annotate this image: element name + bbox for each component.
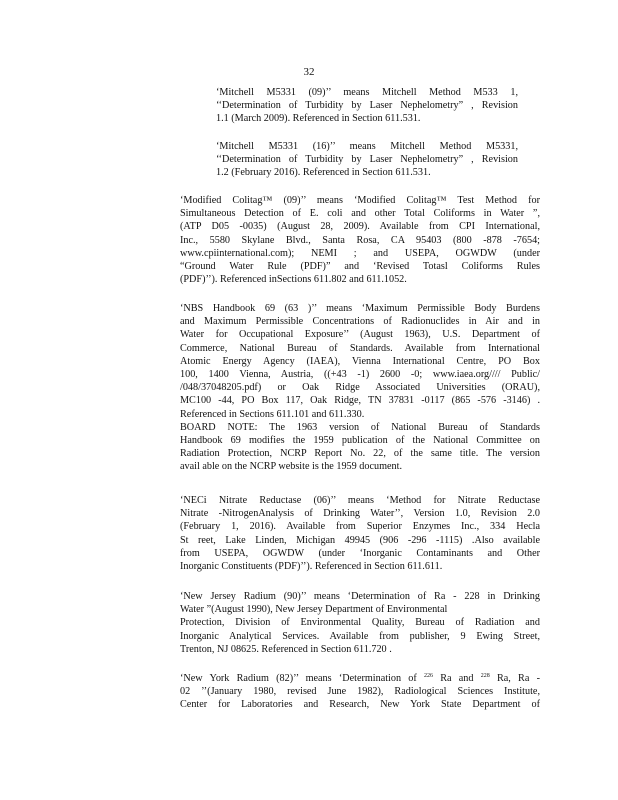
text-line: ‘NBS Handbook 69 (63 )’’ means ‘Maximum Permissible Body Burdens [180, 303, 540, 314]
text-line: from USEPA, OGWDW (under ‘Inorganic Contaminants and Other [180, 547, 540, 559]
text-line: Trenton, NJ 08625. Referenced in Section 611.720 . [180, 643, 392, 655]
text-line: 100, 1400 Vienna, Austria, ((+43 -1) 2600 -0; www.iaea.org//// Public/ [180, 369, 540, 381]
text-line: Radiation Protection, NCRP Report No. 22, of the same title. The version [180, 448, 540, 460]
text-line: (PDF)’’). Referenced inSections 611.802 and 611.1052. [180, 274, 407, 286]
board-note-line: BOARD NOTE: The 1963 version of National Bureau of Standards [180, 421, 540, 433]
definition-modified-colitag [180, 194, 540, 286]
text-line: (ATP D05 -0035) (August 28, 2009). Available from CPI International, [180, 221, 540, 233]
isotope-superscript: 228 [480, 673, 490, 679]
text-line: 1.2 (February 2016). Referenced in Section 611.531. [216, 167, 431, 179]
text-line: avail able on the NCRP website is the 1959 document. [180, 461, 403, 473]
definition-nbs-handbook-69 [180, 302, 540, 474]
text-line: ‘NECi Nitrate Reductase (06)’’ means ‘Method for Nitrate Reductase [180, 495, 540, 506]
text-fragment: ‘New York Radium (82)’’ means ‘Determination of [180, 673, 425, 684]
definition-neci-nitrate-reductase [180, 494, 540, 573]
text-line [180, 672, 540, 685]
text-line: ‘Mitchell M5331 (09)’’ means Mitchell Method M533 1, [216, 87, 518, 98]
text-line: Center for Laboratories and Research, New York State Department of [180, 699, 540, 711]
text-line: Atomic Energy Agency (IAEA), Vienna International Centre, PO Box [180, 355, 540, 367]
page-number: 32 [303, 66, 315, 78]
text-fragment: Ra, Ra - [489, 673, 540, 684]
text-line: ‘New Jersey Radium (90)’’ means ‘Determination of Ra - 228 in Drinking [180, 591, 540, 602]
text-line: 1.1 (March 2009). Referenced in Section 611.531. [216, 113, 421, 125]
text-line: Referenced in Sections 611.101 and 611.330. [180, 408, 365, 420]
text-line: “Ground Water Rule (PDF)” and ‘Revised Totasl Coliforms Rules [180, 261, 540, 273]
text-line: www.cpiinternational.com); NEMI ; and USEPA, OGWDW (under [180, 247, 540, 259]
text-line: MC100 -44, PO Box 117, Oak Ridge, TN 37831 -0117 (865 -576 -3146) . [180, 395, 540, 407]
text-fragment: Ra and [433, 673, 481, 684]
definition-mitchell-09 [216, 86, 518, 126]
text-line: ‘‘Determination of Turbidity by Laser Nephelometry” , Revision [216, 154, 518, 166]
text-line: 02 ’’(January 1980, revised June 1982), Radiological Sciences Institute, [180, 686, 540, 698]
text-line: St reet, Lake Linden, Michigan 49945 (906 -296 -1115) .Also available [180, 534, 540, 546]
isotope-superscript: 226 [424, 673, 434, 679]
definition-mitchell-16 [216, 140, 518, 180]
definition-new-jersey-radium [180, 590, 540, 656]
text-line: ‘Modified Colitag™ (09)’’ means ‘Modified Colitag™ Test Method for [180, 195, 540, 206]
text-line: ‘Mitchell M5331 (16)’’ means Mitchell Method M5331, [216, 141, 518, 152]
text-line: ‘‘Determination of Turbidity by Laser Nephelometry” , Revision [216, 100, 518, 112]
text-line: Water ”(August 1990), New Jersey Department of Environmental [180, 604, 448, 616]
text-line: Handbook 69 modifies the 1959 publication of the National Committee on [180, 435, 540, 447]
text-line: Protection, Division of Environmental Quality, Bureau of Radiation and [180, 617, 540, 629]
text-line: Commerce, National Bureau of Standards. Available from International [180, 342, 540, 354]
text-line: (February 1, 2016). Available from Superior Enzymes Inc., 334 Hecla [180, 521, 540, 533]
text-line: Inorganic Analytical Services. Available from publisher, 9 Ewing Street, [180, 630, 540, 642]
text-line: /048/37048205.pdf) or Oak Ridge Associated Universities (ORAU), [180, 382, 540, 394]
definition-new-york-radium [180, 672, 540, 712]
text-line: and Maximum Permissible Concentrations of Radionuclides in Air and in [180, 316, 540, 328]
text-line: Inorganic Constituents (PDF)’’). Referenced in Section 611.611. [180, 561, 443, 573]
text-line: Nitrate -NitrogenAnalysis of Drinking Water’’, Version 1.0, Revision 2.0 [180, 508, 540, 520]
text-line: Inc., 5580 Skylane Blvd., Santa Rosa, CA 95403 (800 -878 -7654; [180, 234, 540, 246]
text-line: Simultaneous Detection of E. coli and other Total Coliforms in Water ”, [180, 208, 540, 220]
text-line: Water for Occupational Exposure’’ (August 1963), U.S. Department of [180, 329, 540, 341]
